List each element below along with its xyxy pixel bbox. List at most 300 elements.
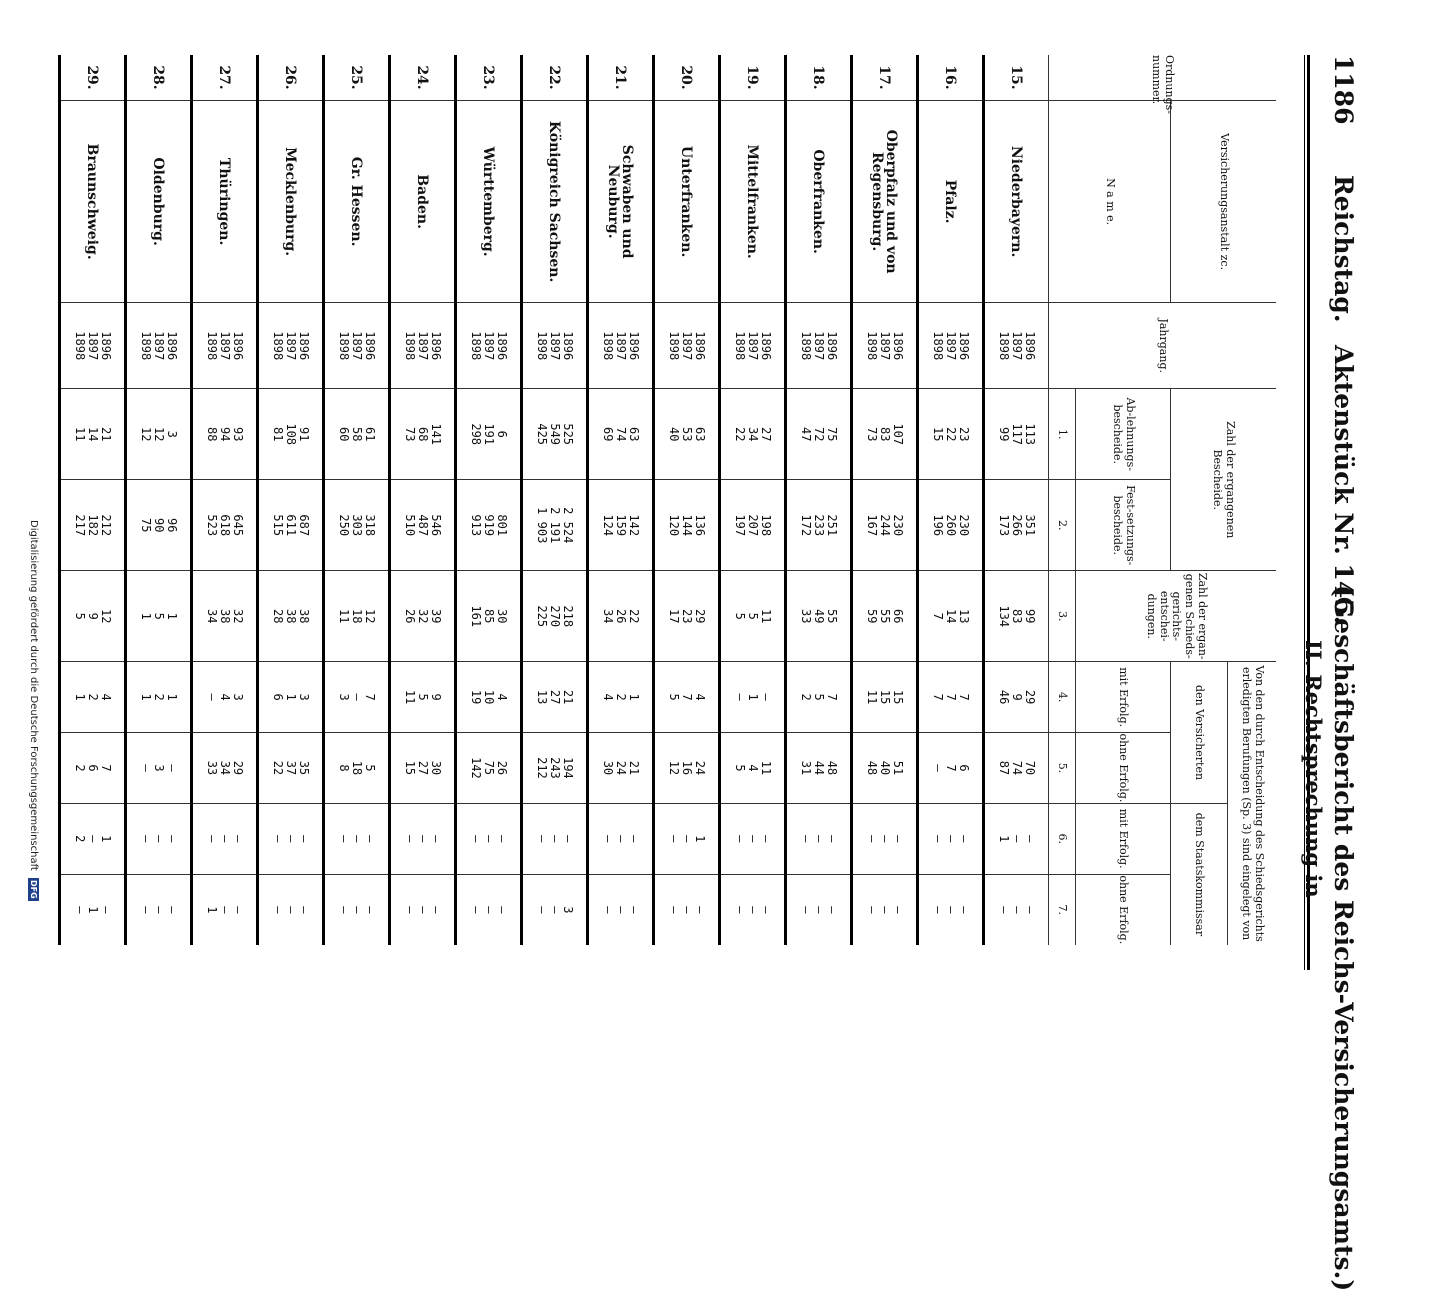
cell-value: 21 — [99, 426, 113, 442]
cell-value: 26 — [495, 760, 509, 776]
year-cell — [918, 303, 984, 389]
cell-value: 7 — [944, 693, 958, 701]
cell-value: 73 — [865, 426, 879, 442]
cell-value: — — [614, 835, 628, 843]
value-cell-col7 — [324, 874, 390, 945]
cell-value: 525 — [561, 423, 575, 446]
value-cell-col2 — [456, 480, 522, 571]
cell-value: 2 — [73, 835, 87, 843]
year-value: 1896 — [297, 331, 311, 361]
value-cell-col6 — [126, 803, 192, 874]
cell-value: 69 — [601, 426, 615, 442]
cell-value: 75 — [482, 760, 496, 776]
table-row — [258, 55, 324, 945]
cell-value: 26 — [403, 609, 417, 624]
anstalt-name: Württemberg. — [456, 101, 522, 303]
value-cell-col1 — [984, 389, 1049, 480]
cell-value: 5 — [152, 612, 166, 620]
cell-value: 11 — [759, 609, 773, 624]
value-cell-col3 — [456, 571, 522, 662]
value-cell-col2 — [984, 480, 1049, 571]
value-cell-col6 — [522, 803, 588, 874]
cell-value: — — [165, 835, 179, 843]
cell-value: 6 — [86, 764, 100, 772]
value-cell-col4 — [522, 662, 588, 733]
row-number: 26. — [258, 55, 324, 101]
value-cell-col7 — [258, 874, 324, 945]
page-number: 1186 — [1329, 55, 1358, 125]
cell-value: 113 — [1023, 423, 1037, 446]
value-cell-col1 — [720, 389, 786, 480]
year-value: 1898 — [865, 331, 879, 361]
cell-value: 22 — [627, 609, 641, 624]
cell-value: 2 — [614, 693, 628, 701]
year-cell — [786, 303, 852, 389]
cell-value: — — [891, 906, 905, 914]
cell-value: 34 — [218, 760, 232, 776]
cell-value: 83 — [1010, 609, 1024, 624]
value-cell-col4 — [720, 662, 786, 733]
cell-value: — — [139, 835, 153, 843]
table-row — [852, 55, 918, 945]
year-cell — [126, 303, 192, 389]
value-cell-col4 — [654, 662, 720, 733]
cell-value: 1 — [165, 693, 179, 701]
cell-value: 510 — [403, 514, 417, 537]
cell-value: 230 — [891, 514, 905, 537]
cell-value: 11 — [759, 760, 773, 776]
year-value: 1897 — [746, 331, 760, 361]
value-cell-col6 — [456, 803, 522, 874]
value-cell-col1 — [192, 389, 258, 480]
value-cell-col1 — [786, 389, 852, 480]
cell-value: 207 — [746, 514, 760, 537]
cell-value: — — [284, 835, 298, 843]
value-cell-col2 — [918, 480, 984, 571]
row-number: 22. — [522, 55, 588, 101]
cell-value: 18 — [350, 609, 364, 624]
cell-value: 9 — [86, 612, 100, 620]
cell-value: 5 — [733, 764, 747, 772]
cell-value: — — [205, 835, 219, 843]
value-cell-col6 — [324, 803, 390, 874]
cell-value: 63 — [693, 426, 707, 442]
cell-value: — — [865, 906, 879, 914]
publication-name: Reichstag. — [1329, 175, 1358, 323]
year-value: 1896 — [429, 331, 443, 361]
cell-value: 5 — [812, 693, 826, 701]
value-cell-col6 — [786, 803, 852, 874]
anstalt-name: Mittelfranken. — [720, 101, 786, 303]
year-value: 1898 — [403, 331, 417, 361]
cell-value: 18 — [350, 760, 364, 776]
cell-value: — — [231, 835, 245, 843]
anstalt-name: Oberpfalz und von Regensburg. — [852, 101, 918, 303]
header-staatskommissar: dem Staatskommissar — [1171, 803, 1228, 945]
year-value: 1896 — [693, 331, 707, 361]
value-cell-col7 — [192, 874, 258, 945]
cell-value: — — [205, 693, 219, 701]
cell-value: 21 — [561, 689, 575, 705]
year-value: 1897 — [218, 331, 232, 361]
cell-value: — — [746, 906, 760, 914]
cell-value: 35 — [297, 760, 311, 776]
year-value: 1897 — [416, 331, 430, 361]
cell-value: — — [799, 835, 813, 843]
cell-value: 72 — [812, 426, 826, 442]
cell-value: 26 — [614, 609, 628, 624]
row-number: 16. — [918, 55, 984, 101]
cell-value: 13 — [535, 689, 549, 705]
value-cell-col1 — [126, 389, 192, 480]
value-cell-col3 — [192, 571, 258, 662]
cell-value: 198 — [759, 514, 773, 537]
value-cell-col3 — [984, 571, 1049, 662]
row-number: 28. — [126, 55, 192, 101]
cell-value: — — [865, 835, 879, 843]
year-value: 1898 — [733, 331, 747, 361]
cell-value: 53 — [680, 426, 694, 442]
cell-value: 107 — [891, 423, 905, 446]
value-cell-col1 — [852, 389, 918, 480]
cell-value: — — [165, 906, 179, 914]
cell-value: 9 — [429, 693, 443, 701]
cell-value: 51 — [891, 760, 905, 776]
cell-value: — — [878, 906, 892, 914]
cell-value: 687 — [297, 514, 311, 537]
cell-value: — — [759, 906, 773, 914]
cell-value: — — [429, 835, 443, 843]
colnum-4: 4. — [1049, 662, 1076, 733]
cell-value: 1 — [165, 612, 179, 620]
cell-value: — — [680, 906, 694, 914]
year-value: 1898 — [931, 331, 945, 361]
year-cell — [984, 303, 1049, 389]
cell-value: — — [627, 835, 641, 843]
value-cell-col1 — [324, 389, 390, 480]
cell-value: 94 — [218, 426, 232, 442]
value-cell-col4 — [588, 662, 654, 733]
cell-value: 55 — [825, 609, 839, 624]
year-cell — [522, 303, 588, 389]
value-cell-col7 — [588, 874, 654, 945]
cell-value: 9 — [1010, 693, 1024, 701]
row-number: 20. — [654, 55, 720, 101]
cell-value: 3 — [337, 693, 351, 701]
cell-value: 68 — [416, 426, 430, 442]
cell-value: 303 — [350, 514, 364, 537]
cell-value: — — [944, 906, 958, 914]
cell-value: 5 — [363, 764, 377, 772]
cell-value: — — [99, 906, 113, 914]
cell-value: 2 524 — [561, 507, 575, 544]
cell-value: — — [165, 764, 179, 772]
cell-value: 55 — [878, 609, 892, 624]
value-cell-col2 — [192, 480, 258, 571]
cell-value: 7 — [957, 693, 971, 701]
value-cell-col2 — [390, 480, 456, 571]
cell-value: 17 — [667, 609, 681, 624]
cell-value: 93 — [231, 426, 245, 442]
cell-value: — — [271, 906, 285, 914]
cell-value: — — [878, 835, 892, 843]
year-cell — [588, 303, 654, 389]
cell-value: 33 — [799, 609, 813, 624]
row-number: 21. — [588, 55, 654, 101]
cell-value: — — [759, 835, 773, 843]
value-cell-col7 — [456, 874, 522, 945]
cell-value: 270 — [548, 605, 562, 628]
cell-value: 1 — [73, 693, 87, 701]
anstalt-name: Baden. — [390, 101, 456, 303]
cell-value: 645 — [231, 514, 245, 537]
table-row — [522, 55, 588, 945]
value-cell-col6 — [390, 803, 456, 874]
value-cell-col2 — [720, 480, 786, 571]
header-schiedsgericht: Zahl der ergan-genen Schieds-gerichts-entschei-dungen. — [1076, 571, 1277, 662]
table-row — [192, 55, 258, 945]
anstalt-name: Unterfranken. — [654, 101, 720, 303]
cell-value: 250 — [337, 514, 351, 537]
cell-value: 251 — [825, 514, 839, 537]
cell-value: 194 — [561, 757, 575, 779]
value-cell-col2 — [60, 480, 126, 571]
value-cell-col4 — [126, 662, 192, 733]
cell-value: 136 — [693, 514, 707, 537]
year-value: 1898 — [337, 331, 351, 361]
cell-value: 919 — [482, 514, 496, 537]
cell-value: 4 — [601, 693, 615, 701]
table-row — [324, 55, 390, 945]
value-cell-col6 — [654, 803, 720, 874]
year-cell — [654, 303, 720, 389]
cell-value: 75 — [825, 426, 839, 442]
cell-value: 28 — [271, 609, 285, 624]
section-heading: II. Rechtsprechung in — [1301, 640, 1326, 898]
value-cell-col3 — [126, 571, 192, 662]
header-name: N a m e. — [1049, 101, 1171, 303]
value-cell-col3 — [720, 571, 786, 662]
value-cell-col5 — [720, 733, 786, 804]
cell-value: 30 — [495, 609, 509, 624]
value-cell-col7 — [786, 874, 852, 945]
cell-value: 46 — [997, 689, 1011, 705]
cell-value: 159 — [614, 514, 628, 537]
table-row — [654, 55, 720, 945]
year-value: 1896 — [363, 331, 377, 361]
cell-value: 5 — [73, 612, 87, 620]
cell-value: — — [812, 906, 826, 914]
year-value: 1897 — [1010, 331, 1024, 361]
cell-value: 59 — [865, 609, 879, 624]
cell-value: 225 — [535, 605, 549, 628]
year-value: 1896 — [1023, 331, 1037, 361]
year-value: 1897 — [548, 331, 562, 361]
cell-value: 3 — [165, 430, 179, 438]
cell-value: — — [363, 835, 377, 843]
cell-value: 351 — [1023, 514, 1037, 537]
cell-value: 523 — [205, 514, 219, 537]
row-number: 27. — [192, 55, 258, 101]
cell-value: 74 — [614, 426, 628, 442]
cell-value: 60 — [337, 426, 351, 442]
colnum-2: 2. — [1049, 480, 1076, 571]
value-cell-col2 — [126, 480, 192, 571]
cell-value: 2 — [86, 693, 100, 701]
cell-value: 260 — [944, 514, 958, 537]
cell-value: 913 — [469, 514, 483, 537]
value-cell-col7 — [654, 874, 720, 945]
value-cell-col4 — [456, 662, 522, 733]
cell-value: — — [363, 906, 377, 914]
value-cell-col3 — [852, 571, 918, 662]
row-number: 15. — [984, 55, 1049, 101]
cell-value: 40 — [878, 760, 892, 776]
cell-value: — — [403, 835, 417, 843]
cell-value: — — [416, 906, 430, 914]
cell-value: 85 — [482, 609, 496, 624]
value-cell-col1 — [654, 389, 720, 480]
anstalt-name: Königreich Sachsen. — [522, 101, 588, 303]
value-cell-col4 — [324, 662, 390, 733]
cell-value: 3 — [297, 693, 311, 701]
cell-value: — — [1023, 835, 1037, 843]
cell-value: 4 — [218, 693, 232, 701]
cell-value: — — [495, 835, 509, 843]
year-value: 1897 — [944, 331, 958, 361]
row-number: 24. — [390, 55, 456, 101]
table-body — [60, 55, 1049, 945]
cell-value: 2 — [152, 693, 166, 701]
year-value: 1896 — [891, 331, 905, 361]
cell-value: 29 — [1023, 689, 1037, 705]
cell-value: — — [891, 835, 905, 843]
cell-value: 167 — [865, 514, 879, 537]
value-cell-col7 — [984, 874, 1049, 945]
cell-value: 15 — [403, 760, 417, 776]
value-cell-col6 — [852, 803, 918, 874]
value-cell-col4 — [390, 662, 456, 733]
cell-value: — — [482, 835, 496, 843]
header-versicherten-mit: mit Erfolg. — [1076, 662, 1171, 733]
header-versicherten-ohne: ohne Erfolg. — [1076, 733, 1171, 804]
cell-value: — — [746, 835, 760, 843]
cell-value: 38 — [284, 609, 298, 624]
cell-value: 61 — [363, 426, 377, 442]
value-cell-col2 — [324, 480, 390, 571]
cell-value: 487 — [416, 514, 430, 537]
value-cell-col1 — [522, 389, 588, 480]
cell-value: 34 — [746, 426, 760, 442]
cell-value: 24 — [614, 760, 628, 776]
year-value: 1897 — [812, 331, 826, 361]
cell-value: — — [825, 906, 839, 914]
cell-value: — — [561, 835, 575, 843]
anstalt-name: Oberfranken. — [786, 101, 852, 303]
cell-value: 8 — [337, 764, 351, 772]
value-cell-col5 — [126, 733, 192, 804]
cell-value: 1 903 — [535, 507, 549, 544]
cell-value: — — [495, 906, 509, 914]
cell-value: — — [759, 693, 773, 701]
cell-value: 34 — [205, 609, 219, 624]
anstalt-name: Gr. Hessen. — [324, 101, 390, 303]
cell-value: 15 — [891, 689, 905, 705]
digitization-credit — [28, 520, 39, 901]
cell-value: 233 — [812, 514, 826, 537]
year-cell — [390, 303, 456, 389]
cell-value: 90 — [152, 518, 166, 533]
cell-value: — — [1023, 906, 1037, 914]
cell-value: 29 — [231, 760, 245, 776]
cell-value: 31 — [799, 760, 813, 776]
year-value: 1897 — [614, 331, 628, 361]
cell-value: — — [548, 835, 562, 843]
year-value: 1897 — [680, 331, 694, 361]
value-cell-col4 — [918, 662, 984, 733]
year-cell — [324, 303, 390, 389]
value-cell-col2 — [852, 480, 918, 571]
cell-value: 5 — [416, 693, 430, 701]
cell-value: 108 — [284, 423, 298, 446]
value-cell-col1 — [258, 389, 324, 480]
cell-value: 40 — [667, 426, 681, 442]
cell-value: — — [350, 693, 364, 701]
cell-value: — — [825, 835, 839, 843]
cell-value: 546 — [429, 514, 443, 537]
colnum-6: 6. — [1049, 803, 1076, 874]
year-value: 1898 — [73, 331, 87, 361]
cell-value: 44 — [812, 760, 826, 776]
row-number: 19. — [720, 55, 786, 101]
value-cell-col6 — [720, 803, 786, 874]
value-cell-col7 — [390, 874, 456, 945]
row-number: 18. — [786, 55, 852, 101]
cell-value: 75 — [139, 518, 153, 533]
cell-value: 12 — [152, 426, 166, 442]
cell-value: 10 — [482, 689, 496, 705]
value-cell-col1 — [456, 389, 522, 480]
cell-value: 134 — [997, 605, 1011, 628]
cell-value: — — [931, 835, 945, 843]
header-zahl-bescheide: Zahl der ergangenen Bescheide. — [1171, 389, 1277, 571]
cell-value: 1 — [139, 693, 153, 701]
value-cell-col4 — [786, 662, 852, 733]
cell-value: 244 — [878, 514, 892, 537]
cell-value: 141 — [429, 423, 443, 446]
cell-value: — — [812, 835, 826, 843]
year-value: 1898 — [799, 331, 813, 361]
cell-value: — — [350, 906, 364, 914]
colnum-3: 3. — [1049, 571, 1076, 662]
cell-value: 14 — [944, 609, 958, 624]
cell-value: — — [403, 906, 417, 914]
cell-value: 144 — [680, 514, 694, 537]
year-value: 1896 — [825, 331, 839, 361]
cell-value: 39 — [429, 609, 443, 624]
cell-value: — — [548, 906, 562, 914]
cell-value: — — [614, 906, 628, 914]
cell-value: 549 — [548, 423, 562, 446]
value-cell-col6 — [918, 803, 984, 874]
cell-value: 4 — [495, 693, 509, 701]
cell-value: 3 — [152, 764, 166, 772]
anstalt-name: Niederbayern. — [984, 101, 1049, 303]
cell-value: 87 — [997, 760, 1011, 776]
year-value: 1898 — [205, 331, 219, 361]
cell-value: 12 — [667, 760, 681, 776]
value-cell-col1 — [390, 389, 456, 480]
